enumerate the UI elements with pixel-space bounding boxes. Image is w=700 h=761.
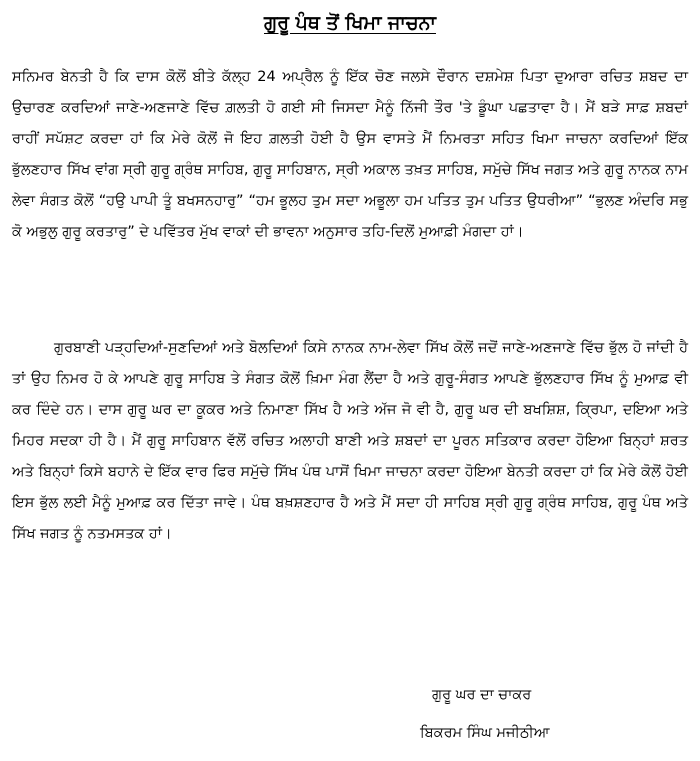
page-title: [0, 8, 700, 38]
paragraph-apology: ਸਨਿਮਰ ਬੇਨਤੀ ਹੈ ਕਿ ਦਾਸ ਕੋਲੋਂ ਬੀਤੇ ਕੱਲ੍ਹ 24 ਅਪ੍ਰੈਲ ਨੂੰ ਇੱਕ ਚੋਣ ਜਲਸੇ ਦੌਰਾਨ ਦਸ਼ਮੇਸ਼ ਪਿਤਾ ਦੁਆਰਾ ਰਚਿਤ ਸ਼ਬਦ ਦਾ ਉਚਾਰਣ ਕਰਦਿਆਂ ਜਾਣੇ-ਅਣਜਾਣੇ ਵਿੱਚ ਗ਼ਲਤੀ ਹੋ ਗਈ ਸੀ ਜਿਸਦਾ ਮੈਨੂੰ ਨਿੱਜੀ ਤੌਰ 'ਤੇ ਡੂੰਘਾ ਪਛਤਾਵਾ ਹੈ। ਮੈਂ ਬੜੇ ਸਾਫ਼ ਸ਼ਬਦਾਂ ਰਾਹੀਂ ਸਪੱਸ਼ਟ ਕਰਦਾ ਹਾਂ ਕਿ ਮੇਰੇ ਕੋਲੋਂ ਜੋ ਇਹ ਗ਼ਲਤੀ ਹੋਈ ਹੈ ਉਸ ਵਾਸਤੇ ਮੈਂ ਨਿਮਰਤਾ ਸਹਿਤ ਖਿਮਾ ਜਾਚਨਾ ਕਰਦਿਆਂ ਇੱਕ ਭੁੱਲਣਹਾਰ ਸਿੱਖ ਵਾਂਗ ਸ੍ਰੀ ਗੁਰੂ ਗ੍ਰੰਥ ਸਾਹਿਬ, ਗੁਰੂ ਸਾਹਿਬਾਨ, ਸ੍ਰੀ ਅਕਾਲ ਤਖ਼ਤ ਸਾਹਿਬ, ਸਮੁੱਚੇ ਸਿੱਖ ਜਗਤ ਅਤੇ ਗੁਰੂ ਨਾਨਕ ਨਾਮ ਲੇਵਾ ਸੰਗਤ ਕੋਲੋਂ “ਹਉ ਪਾਪੀ ਤੂੰ ਬਖਸਨਹਾਰੁ” “ਹਮ ਭੂਲਹ ਤੁਮ ਸਦਾ ਅਭੂਲਾ ਹਮ ਪਤਿਤ ਤੁਮ ਪਤਿਤ ਉਧਰੀਆ” “ਭੁਲਣ ਅੰਦਰਿ ਸਭੁ ਕੋ ਅਭੁਲੁ ਗੁਰੂ ਕਰਤਾਰੁ” ਦੇ ਪਵਿੱਤਰ ਮੁੱਖ ਵਾਕਾਂ ਦੀ ਭਾਵਨਾ ਅਨੁਸਾਰ ਤਹਿ-ਦਿਲੋਂ ਮੁਆਫ਼ੀ ਮੰਗਦਾ ਹਾਂ।: [12, 69, 688, 240]
paragraph-gurbani: ਗੁਰਬਾਣੀ ਪੜ੍ਹਦਿਆਂ-ਸੁਣਦਿਆਂ ਅਤੇ ਬੋਲਦਿਆਂ ਕਿਸੇ ਨਾਨਕ ਨਾਮ-ਲੇਵਾ ਸਿੱਖ ਕੋਲੋਂ ਜਦੋਂ ਜਾਣੇ-ਅਣਜਾਣੇ ਵਿੱਚ ਭੁੱਲ ਹੋ ਜਾਂਦੀ ਹੈ ਤਾਂ ਉਹ ਨਿਮਰ ਹੋ ਕੇ ਆਪਣੇ ਗੁਰੂ ਸਾਹਿਬ ਤੇ ਸੰਗਤ ਕੋਲੋਂ ਖ਼ਿਮਾ ਮੰਗ ਲੈਂਦਾ ਹੈ ਅਤੇ ਗੁਰੂ-ਸੰਗਤ ਆਪਣੇ ਭੁੱਲਣਹਾਰ ਸਿੱਖ ਨੂੰ ਮੁਆਫ਼ ਵੀ ਕਰ ਦਿੰਦੇ ਹਨ। ਦਾਸ ਗੁਰੂ ਘਰ ਦਾ ਕੂਕਰ ਅਤੇ ਨਿਮਾਣਾ ਸਿੱਖ ਹੈ ਅਤੇ ਅੱਜ ਜੋ ਵੀ ਹੈ, ਗੁਰੂ ਘਰ ਦੀ ਬਖਸ਼ਿਸ਼, ਕ੍ਰਿਪਾ, ਦਇਆ ਅਤੇ ਮਿਹਰ ਸਦਕਾ ਹੀ ਹੈ। ਮੈਂ ਗੁਰੂ ਸਾਹਿਬਾਨ ਵੱਲੋਂ ਰਚਿਤ ਅਲਾਹੀ ਬਾਣੀ ਅਤੇ ਸ਼ਬਦਾਂ ਦਾ ਪੂਰਨ ਸਤਿਕਾਰ ਕਰਦਾ ਹੋਇਆ ਬਿਨ੍ਹਾਂ ਸ਼ਰਤ ਅਤੇ ਬਿਨ੍ਹਾਂ ਕਿਸੇ ਬਹਾਨੇ ਦੇ ਇੱਕ ਵਾਰ ਫਿਰ ਸਮੁੱਚੇ ਸਿੱਖ ਪੰਥ ਪਾਸੋਂ ਖਿਮਾ ਜਾਚਨਾ ਕਰਦਾ ਹੋਇਆ ਬੇਨਤੀ ਕਰਦਾ ਹਾਂ ਕਿ ਮੇਰੇ ਕੋਲੋਂ ਹੋਈ ਇਸ ਭੁੱਲ ਲਈ ਮੈਨੂੰ ਮੁਆਫ਼ ਕਰ ਦਿੱਤਾ ਜਾਵੇ। ਪੰਥ ਬਖ਼ਸ਼ਣਹਾਰ ਹੈ ਅਤੇ ਮੈਂ ਸਦਾ ਹੀ ਸਾਹਿਬ ਸ੍ਰੀ ਗੁਰੂ ਗ੍ਰੰਥ ਸਾਹਿਬ, ਗੁਰੂ ਪੰਥ ਅਤੇ ਸਿੱਖ ਜਗਤ ਨੂੰ ਨਤਮਸਤਕ ਹਾਂ।: [12, 340, 688, 542]
page-title-text: ਗੁਰੂ ਪੰਥ ਤੋਂ ਖਿਮਾ ਜਾਚਨਾ: [264, 12, 436, 34]
signature-designation: ਗੁਰੂ ਘਰ ਦਾ ਚਾਕਰ: [432, 687, 532, 703]
signature-name: ਬਿਕਰਮ ਸਿੰਘ ਮਜੀਠੀਆ: [420, 725, 550, 741]
